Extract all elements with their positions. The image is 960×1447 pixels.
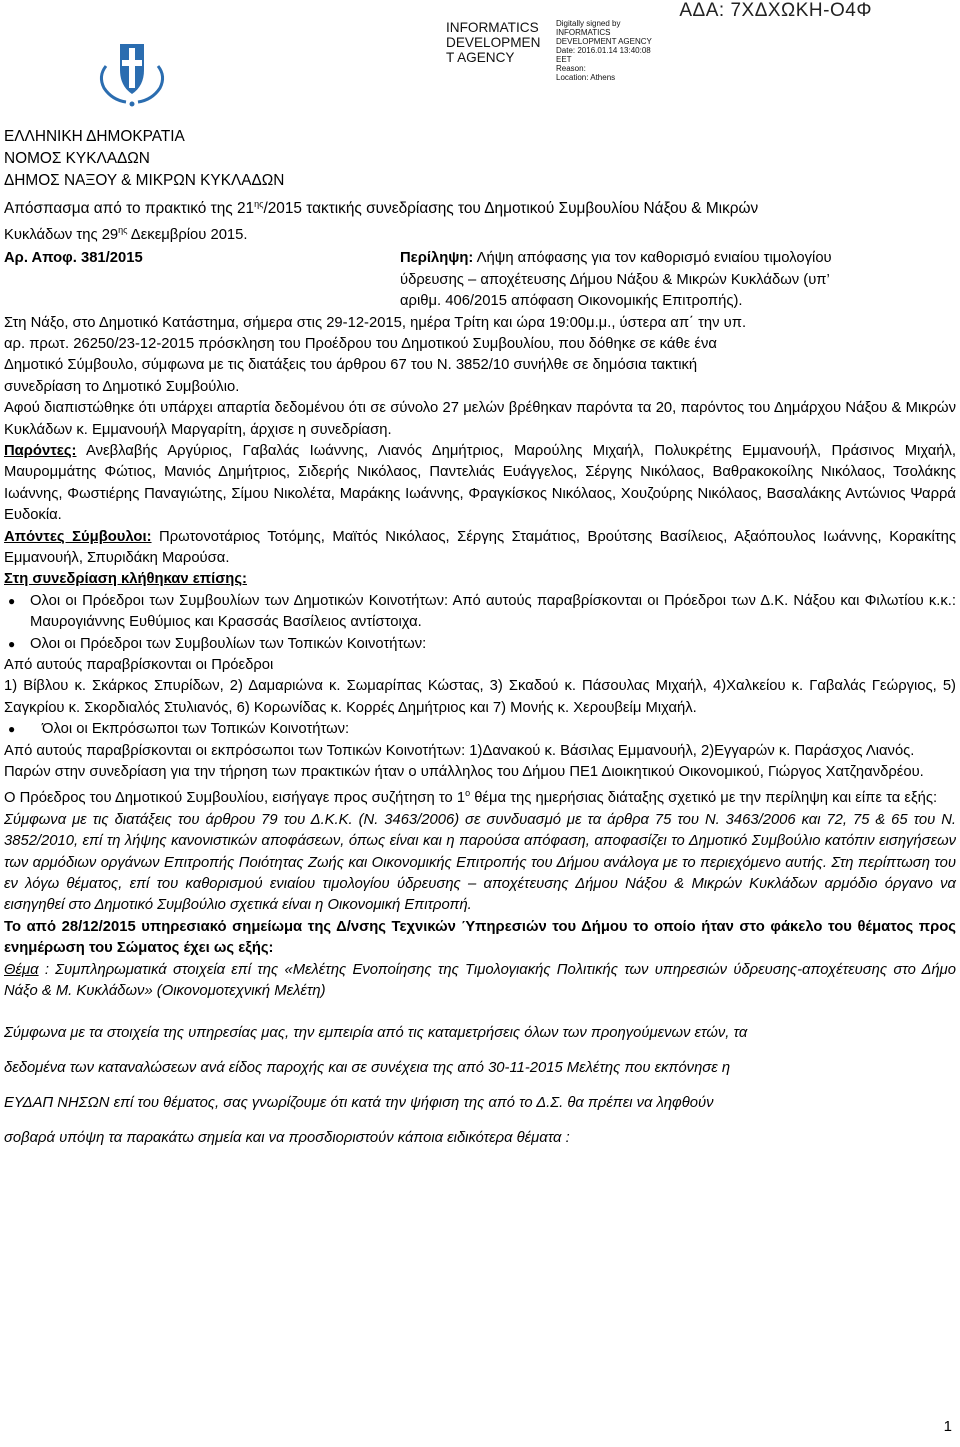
signature-line: Location: Athens <box>556 73 616 82</box>
decision-summary-2: ύδρευσης – αποχέτευσης Δήμου Νάξου & Μικρών Κυκλάδων (υπ’ <box>400 271 830 288</box>
meeting-line: συνεδρίαση το Δημοτικό Συμβούλιο. <box>4 378 240 395</box>
meeting-line: αρ. πρωτ. 26250/23-12-2015 πρόσκληση του Προέδρου του Δημοτικού Συμβουλίου, που δόθηκε σε κάθε ένα <box>4 335 717 352</box>
signature-line: EET <box>556 55 572 64</box>
decision-number: Αρ. Αποφ. 381/2015 <box>4 250 143 267</box>
list-item: ● Όλοι οι Εκπρόσωποι των Τοπικών Κοινοτήτων: <box>4 719 956 740</box>
header-prefecture: ΝΟΜΟΣ ΚΥΚΛΑΔΩΝ <box>4 150 150 167</box>
signature-line: Reason: <box>556 64 586 73</box>
signature-line: Digitally signed by <box>556 19 621 28</box>
also-invited-heading: Στη συνεδρίαση κλήθηκαν επίσης: <box>4 571 247 588</box>
bullet-icon: ● <box>8 636 16 651</box>
present-paragraph: Παρόντες: Ανεβλαβής Αργύριος, Γαβαλάς Ιωάννης, Λιανός Δημήτριος, Μαρούλης Μιχαήλ, Πολυκρέτης Εμμανουήλ, Πράσινος Μιχαήλ, Μαυρομμάτης Φώτιος, Μανιός Δημήτριος, Σιδερής Νικόλαος, Παντελιάς Ευάγγελος, Σέργης Νικόλαος, Βαθρακοκοίλης Νικόλαος, Τσολάκης Ιωάννης, Φωστιέρης Παναγιώτης, Σίμου Νικολέτα, Μαράκης Ιωάννης, Φραγκίσκος Νικόλαος, Χουζούρης Νικόλαος, Βασαλάκης Αντώνιος Ψαρρά Ευδοκία. <box>4 442 956 524</box>
agency-line: INFORMATICS <box>446 20 539 35</box>
decision-summary: Περίληψη: Λήψη απόφασης για τον καθορισμό ενιαίου τιμολογίου <box>400 250 832 267</box>
local-presidents: 1) Βίβλου κ. Σκάρκος Σπυρίδων, 2) Δαμαριώνα κ. Σωμαρίπας Κώστας, 3) Σκαδού κ. Πάσουλας Μιχαήλ, 4)Χαλκείου κ. Γαβαλάς Γεώργιος, 5) Σαγκρίου κ. Σκορδιαλός Στυλιανός, 6) Κορωνίδας κ. Κορρές Δημήτριος και 7) Μονής κ. Χερουβείμ Μιχαήλ. <box>4 678 956 716</box>
signature-agency <box>446 20 540 65</box>
memo-paragraph: Το από 28/12/2015 υπηρεσιακό σημείωμα της Δ/νσης Τεχνικών Ύπηρεσιών του Δήμου το οποίο ήταν στο φάκελο του θέματος προς ενημέρωση του Σώματος έχει ως εξής: <box>4 918 956 957</box>
meeting-line: Δημοτικό Σύμβουλο, σύμφωνα με τις διατάξεις του άρθρου 67 του Ν. 3852/10 συνήλθε σε δημόσια τακτική <box>4 357 698 374</box>
header-municipality: ΔΗΜΟΣ ΝΑΞΟΥ & ΜΙΚΡΩΝ ΚΥΚΛΑΔΩΝ <box>4 172 285 189</box>
final-line: ΕΥΔΑΠ ΝΗΣΩΝ επί του θέματος, σας γνωρίζουμε ότι κατά την ψήφιση της από το Δ.Σ. θα πρέπει να ληφθούν <box>4 1095 714 1112</box>
agency-line: T AGENCY <box>446 50 515 65</box>
meeting-line: Στη Νάξο, στο Δημοτικό Κατάστημα, σήμερα στις 29-12-2015, ημέρα Τρίτη και ώρα 19:00μ.μ., ύστερα απ΄ την υπ. <box>4 314 747 331</box>
decision-summary-3: αριθμ. 406/2015 απόφαση Οικονομικής Επιτροπής). <box>400 293 743 310</box>
signature-line: Date: 2016.01.14 13:40:08 <box>556 46 651 55</box>
representatives-paragraph: Από αυτούς παραβρίσκονται οι εκπρόσωποι των Τοπικών Κοινοτήτων: 1)Δανακού κ. Βάσιλας Εμμανουήλ, 2)Εγγαρών κ. Παράσχος Λιανός. <box>4 742 915 759</box>
excerpt-line: Απόσπασμα από το πρακτικό της $21^{\eta\varsigma}/2015$ τακτικής συνεδρίασης του Δημοτικού Συμβουλίου Νάξου & Μικρών <box>4 199 759 218</box>
agency-line: DEVELOPMEN <box>446 35 541 50</box>
list-item: ● Ολοι οι Πρόεδροι των Συμβουλίων των Δημοτικών Κοινοτήτων: Από αυτούς παραβρίσκονται οι Πρόεδροι των Δ.Κ. Νάξου και Φιλωτίου κ.κ.: Μαυρογιάννης Ευθύμιος και Κρασσάς Βασίλειος αντίστοιχα. <box>4 591 956 634</box>
list-item: ● Ολοι οι Πρόεδροι των Συμβουλίων των Τοπικών Κοινοτήτων: <box>4 634 956 655</box>
subject-paragraph: Θέμα : Συμπληρωματικά στοιχεία επί της «Μελέτης Ενοποίησης της Τιμολογιακής Πολιτικής των υπηρεσιών ύδρευσης-αποχέτευσης στο Δήμο Νάξο & Μ. Κυκλάδων» (Οικονομοτεχνική Μελέτη) <box>4 961 956 1000</box>
greek-emblem-logo <box>96 36 168 108</box>
presidents-intro: Από αυτούς παραβρίσκονται οι Πρόεδροι <box>4 657 274 674</box>
signature-line: DEVELOPMENT AGENCY <box>556 37 652 46</box>
spacer <box>4 1002 956 1016</box>
final-line: σοβαρά υπόψη τα παρακάτω σημεία και να προσδιοριστούν κάποια ειδικότερα θέματα : <box>4 1130 570 1147</box>
legal-basis-paragraph: Σύμφωνα με τις διατάξεις του άρθρου 79 του Δ.Κ.Κ. (Ν. 3463/2006) σε συνδυασμό με τα άρθρα 75 του Ν. 3463/2006 και 72, 75 & 65 του Ν. 3852/2010, επί τη λήψης κανονιστικών αποφάσεων, όπως είναι και η παρούσα απόφαση, αποφασίζει το Δημοτικό Συμβούλιο κατόπιν εισηγήσεων των αρμόδιων οργάνων Επιτροπής Ποιότητας Ζωής και Οικονομικής Επιτροπής του Δήμου ανάλογα με το περιεχόμενο αυτής. Στη περίπτωση του εν λόγω θέματος, επί του καθορισμού ενιαίου τιμολογίου ύδρευσης – αποχέτευσης Δήμου Νάξου & Μικρών Κυκλάδων αρμόδιο όργανο να εισηγηθεί στο Δημοτικό Συμβούλιο σχετικά είναι η Οικονομική Επιτροπή. <box>4 811 956 914</box>
page-number: 1 <box>943 1418 952 1435</box>
quorum-paragraph: Αφού διαπιστώθηκε ότι υπάρχει απαρτία δεδομένου ότι σε σύνολο 27 μελών βρέθηκαν παρόντα τα 20, παρόντος του Δημάρχου Νάξου & Μικρών Κυκλάδων κ. Εμμανουήλ Μαργαρίτη, άρχισε η συνεδρίαση. <box>4 400 956 438</box>
signature-line: INFORMATICS <box>556 28 611 37</box>
document-body <box>4 220 956 1156</box>
bullet-icon: ● <box>8 593 16 608</box>
absent-paragraph: Απόντες Σύμβουλοι: Πρωτονοτάριος Τοτόμης, Μαϊτός Νικόλαος, Σέργης Σταμάτιος, Βρούτσης Βασίλειος, Αξαόπουλος Ιωάννης, Κορακίτης Εμμανουήλ, Σπυριδάκη Μαρούσα. <box>4 528 956 567</box>
secretary-paragraph: Παρών στην συνεδρίαση για την τήρηση των πρακτικών ήταν ο υπάλληλος του Δήμου ΠΕ1 Διοικητικού Οικονομικού, Γιώργος Χατζηανδρέου. <box>4 764 924 781</box>
chair-paragraph: Ο Πρόεδρος του Δημοτικού Συμβουλίου, εισήγαγε προς συζήτηση το $1^o$ θέμα της ημερήσιας διάταξης σχετικό με την περίληψη και είπε τα εξής: <box>4 788 938 807</box>
ada-code: ΑΔΑ: 7ΧΔΧΩΚΗ-Ο4Φ <box>679 0 872 21</box>
bullet-icon: ● <box>8 722 16 737</box>
header-state: ΕΛΛΗΝΙΚΗ ΔΗΜΟΚΡΑΤΙΑ <box>4 128 185 145</box>
decision-header <box>4 248 956 269</box>
final-line: Σύμφωνα με τα στοιχεία της υπηρεσίας μας, την εμπειρία από τις καταμετρήσεις όλων των προηγούμενων ετών, τα <box>4 1025 748 1042</box>
final-line: δεδομένα των καταναλώσεων ανά είδος παροχής και σε συνέχεια της από 30-11-2015 Μελέτης που εκπόνησε η <box>4 1060 731 1077</box>
signature-details <box>556 19 652 82</box>
excerpt-line-2: Κυκλάδων της $29^{\eta\varsigma}$ Δεκεμβρίου 2015. <box>4 225 248 243</box>
